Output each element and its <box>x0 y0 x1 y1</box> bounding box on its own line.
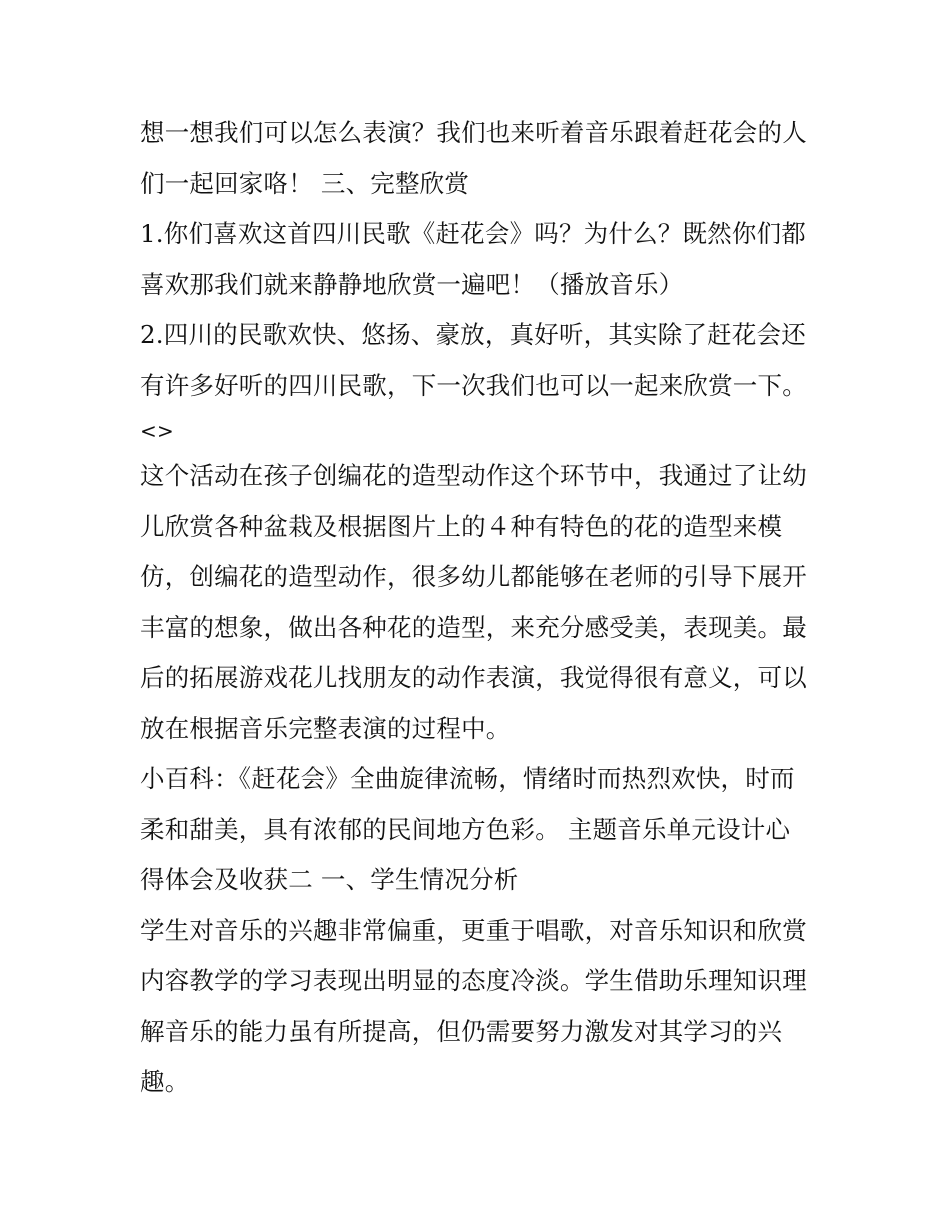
text-line: 1.你们喜欢这首四川民歌《赶花会》吗？为什么？既然你们都 <box>140 219 806 248</box>
text-line: 儿欣赏各种盆栽及根据图片上的４种有特色的花的造型来模 <box>140 511 783 541</box>
text-line: 们一起回家咯！ 三、完整欣赏 <box>140 168 470 198</box>
text-line: 后的拓展游戏花儿找朋友的动作表演，我觉得很有意义，可以 <box>140 663 807 692</box>
document-body <box>140 108 820 1108</box>
text-line: 仿，创编花的造型动作，很多幼儿都能够在老师的引导下展开 <box>140 562 807 591</box>
text-line: 想一想我们可以怎么表演？我们也来听着音乐跟着赶花会的人 <box>140 118 807 147</box>
text-line: 内容教学的学习表现出明显的态度冷淡。学生借助乐理知识理 <box>140 966 807 995</box>
text-line: 这个活动在孩子创编花的造型动作这个环节中，我通过了让幼 <box>140 461 807 490</box>
text-line: 小百科：《赶花会》全曲旋律流畅，情绪时而热烈欢快，时而 <box>140 764 795 793</box>
text-line: 有许多好听的四川民歌，下一次我们也可以一起来欣赏一下。 <box>140 370 807 400</box>
text-line: 学生对音乐的兴趣非常偏重，更重于唱歌，对音乐知识和欣赏 <box>140 915 807 945</box>
text-line: 趣。 <box>140 1067 190 1096</box>
text-line: 喜欢那我们就来静静地欣赏一遍吧！（播放音乐） <box>140 269 684 299</box>
text-line: 丰富的想象，做出各种花的造型，来充分感受美，表现美。最 <box>140 612 807 642</box>
text-line: 2.四川的民歌欢快、悠扬、豪放，真好听，其实除了赶花会还 <box>140 320 806 349</box>
angle-brackets-marker: <> <box>140 419 174 443</box>
text-line: 得体会及收获二 一、学生情况分析 <box>140 865 519 894</box>
text-line: 放在根据音乐完整表演的过程中。 <box>140 713 511 743</box>
text-line: 柔和甜美，具有浓郁的民间地方色彩。 主题音乐单元设计心 <box>140 814 791 844</box>
text-line: 解音乐的能力虽有所提高，但仍需要努力激发对其学习的兴 <box>140 1016 783 1046</box>
